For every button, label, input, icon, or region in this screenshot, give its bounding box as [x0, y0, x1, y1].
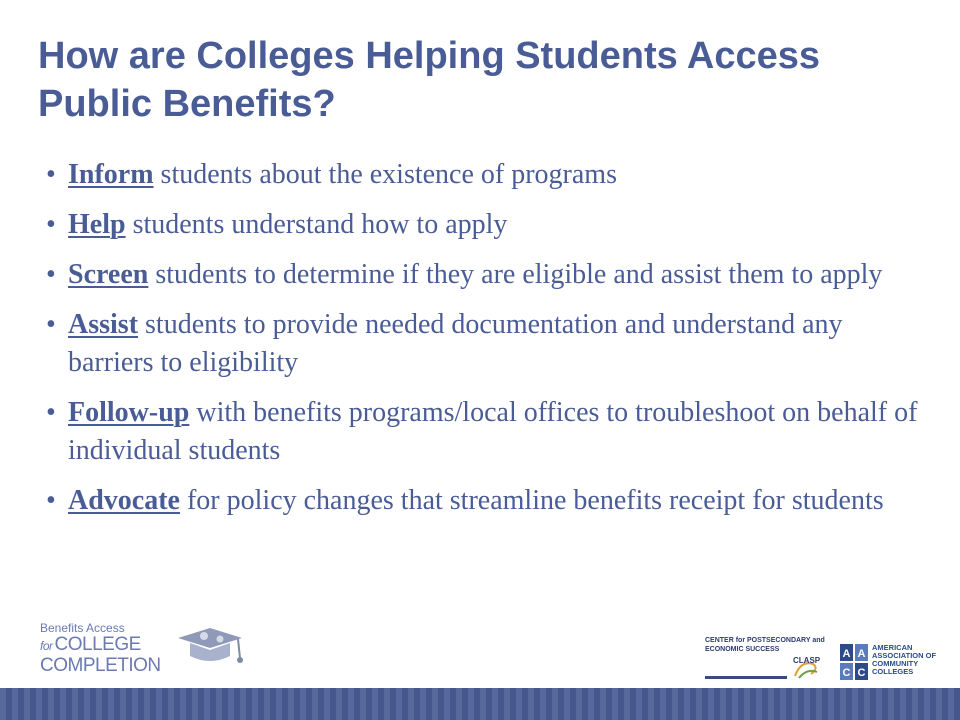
bullet-item [46, 394, 926, 470]
bullet-dot: • [46, 209, 56, 240]
bullet-text: students to determine if they are eligible and assist them to apply [148, 259, 883, 290]
svg-text:C: C [857, 667, 866, 679]
bullet-text: with benefits programs/local offices to troubleshoot on behalf of individual students [68, 397, 918, 466]
bullet-dot: • [46, 397, 56, 428]
bullet-text: for policy changes that streamline benefits receipt for students [179, 485, 884, 516]
bullet-item [46, 206, 926, 244]
footer-bar [0, 688, 960, 720]
bullet-dot: • [46, 159, 56, 190]
puzzle-graduation-cap-icon [170, 624, 250, 672]
bullet-text: students understand how to apply [125, 209, 508, 240]
aacc-logo-text: AMERICAN ASSOCIATION OF COMMUNITY COLLEGES [872, 643, 937, 676]
aacc-mark-icon [840, 644, 868, 680]
bullet-keyword: Inform [68, 159, 154, 190]
aacc-logo [840, 644, 940, 684]
bullet-item [46, 156, 926, 194]
clasp-underline [705, 676, 787, 679]
bullet-dot: • [46, 309, 56, 340]
svg-text:A: A [842, 648, 851, 660]
benefits-access-logo-text [40, 622, 161, 675]
bullet-dot: • [46, 485, 56, 516]
logo-word-college: COLLEGE [54, 634, 141, 655]
bullet-keyword: Screen [68, 259, 149, 290]
clasp-line-center: CENTER for POSTSECONDARY and [705, 637, 825, 644]
bullet-keyword: Assist [68, 309, 139, 340]
bullet-keyword: Help [68, 209, 126, 240]
slide-title: How are Colleges Helping Students Access Public Benefits? [38, 35, 821, 125]
svg-text:C: C [842, 667, 851, 679]
bullet-text: students to provide needed documentation and understand any barriers to eligibility [68, 309, 843, 378]
bullet-item [46, 482, 926, 520]
logo-word-for: for [40, 639, 53, 653]
logo-line-completion: COMPLETION [40, 655, 161, 676]
svg-text:A: A [857, 648, 866, 660]
bullet-list [46, 156, 926, 532]
logo-line-benefits-access: Benefits Access [40, 621, 125, 635]
clasp-logo [705, 636, 830, 682]
benefits-access-logo [40, 622, 240, 682]
bullet-keyword: Advocate [68, 485, 180, 516]
logo-line-college [40, 635, 161, 656]
bullet-dot: • [46, 259, 56, 290]
clasp-line-economic: ECONOMIC SUCCESS [705, 646, 780, 653]
bullet-item [46, 256, 926, 294]
clasp-wordmark: CLASP [793, 656, 821, 665]
bullet-text: students about the existence of programs [153, 159, 617, 190]
bullet-item [46, 306, 926, 382]
bullet-keyword: Follow-up [68, 397, 190, 428]
